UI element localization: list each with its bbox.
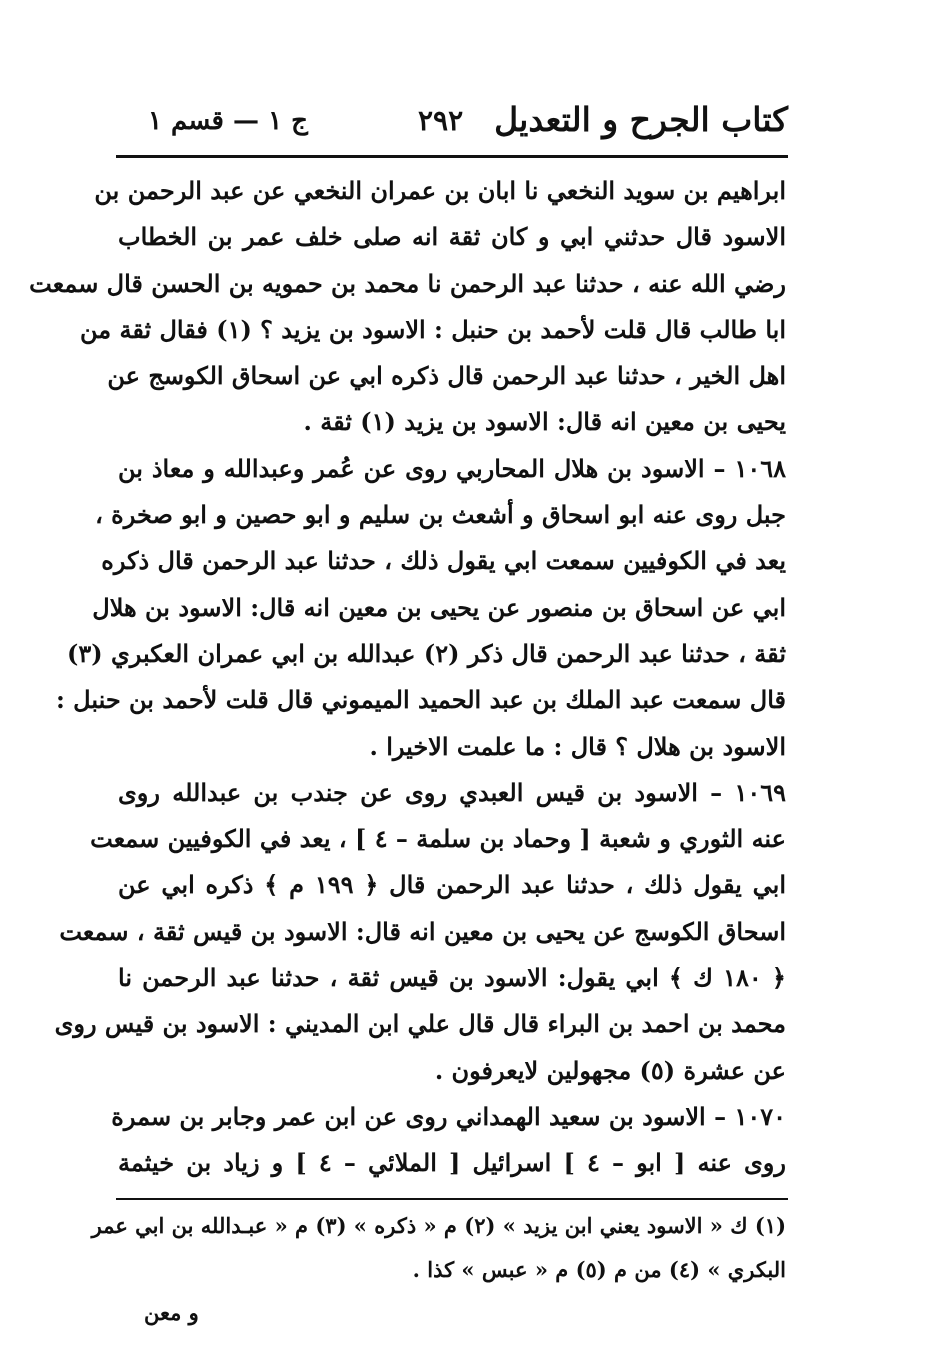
book-title: كتاب الجرح و التعديل xyxy=(494,100,788,139)
text-line: الاسود قال حدثني ابي و كان ثقة انه صلى خلف عمر بن الخطاب xyxy=(118,222,786,252)
text-line: يحيى بن معين انه قال: الاسود بن يزيد (١) ثقة . xyxy=(303,407,786,437)
text-line: رضي الله عنه ، حدثنا عبد الرحمن نا محمد بن حمويه بن الحسن قال سمعت xyxy=(29,268,786,298)
text-line: ابراهيم بن سويد النخعي نا ابان بن عمران النخعي عن عبد الرحمن بن xyxy=(94,176,786,205)
entry-1068-line: ١٠٦٨ – الاسود بن هلال المحاربي روى عن عُمر وعبدالله و معاذ بن xyxy=(118,453,786,483)
text-line: ﴿ ١٨٠ ك ﴾ ابي يقول: الاسود بن قيس ثقة ، حدثنا عبد الرحمن نا xyxy=(118,963,786,993)
text-line: يعد في الكوفيين سمعت ابي يقول ذلك ، حدثنا عبد الرحمن قال ذكره xyxy=(101,546,786,576)
text-line: الاسود بن هلال ؟ قال : ما علمت الاخيرا . xyxy=(369,731,786,761)
text-line: ثقة ، حدثنا عبد الرحمن قال ذكر (٢) عبدالله بن ابي عمران العكبري (٣) xyxy=(67,638,786,668)
footnotes xyxy=(91,1204,786,1292)
text-line: روى عنه [ ابو – ٤ ] اسرائيل [ الملائي – ٤ ] و زياد بن خيثمة xyxy=(118,1148,786,1178)
text-line: اهل الخير ، حدثنا عبد الرحمن قال ذكره ابي عن اسحاق الكوسج عن xyxy=(107,361,786,391)
main-text xyxy=(29,168,786,1187)
volume-section: ج ١ — قسم ١ xyxy=(148,106,308,136)
text-line: محمد بن احمد بن البراء قال قال علي ابن المديني : الاسود بن قيس روى xyxy=(54,1009,786,1039)
text-line: عنه الثوري و شعبة [ وحماد بن سلمة – ٤ ] ، يعد في الكوفيين سمعت xyxy=(90,824,786,854)
text-line: ابا طالب قال قلت لأحمد بن حنبل : الاسود بن يزيد ؟ (١) فقال ثقة من xyxy=(79,314,786,344)
header-rule xyxy=(116,155,788,158)
footnote-line: البكري » (٤) من م (٥) م « عبس » كذا . xyxy=(412,1257,786,1282)
catchword: و معن xyxy=(144,1300,199,1325)
footnote-line: (١) ك « الاسود يعني ابن يزيد » (٢) م « ذكره » (٣) م « عبـدالله بن ابي عمر xyxy=(91,1213,786,1238)
entry-1069-line: ١٠٦٩ – الاسود بن قيس العبدي روى عن جندب بن عبدالله روى xyxy=(118,777,786,807)
text-line: قال سمعت عبد الملك بن عبد الحميد الميموني قال قلت لأحمد بن حنبل : xyxy=(55,685,786,715)
page-number: ٢٩٢ xyxy=(418,104,464,137)
entry-1070-line: ١٠٧٠ – الاسود بن سعيد الهمداني روى عن ابن عمر وجابر بن سمرة xyxy=(111,1101,786,1131)
text-line: ابي عن اسحاق بن منصور عن يحيى بن معين انه قال: الاسود بن هلال xyxy=(92,592,786,622)
footnote-rule xyxy=(116,1198,788,1200)
text-line: جبل روى عنه ابو اسحاق و أشعث بن سليم و ابو حصين و ابو صخرة ، xyxy=(95,500,786,530)
text-line: ابي يقول ذلك ، حدثنا عبد الرحمن قال ﴿ ١٩٩ م ﴾ ذكره ابي عن xyxy=(118,870,786,900)
text-line: اسحاق الكوسج عن يحيى بن معين انه قال: الاسود بن قيس ثقة ، سمعت xyxy=(59,916,786,946)
text-line: عن عشرة (٥) مجهولين لايعرفون . xyxy=(434,1055,786,1085)
page-header xyxy=(118,100,788,150)
